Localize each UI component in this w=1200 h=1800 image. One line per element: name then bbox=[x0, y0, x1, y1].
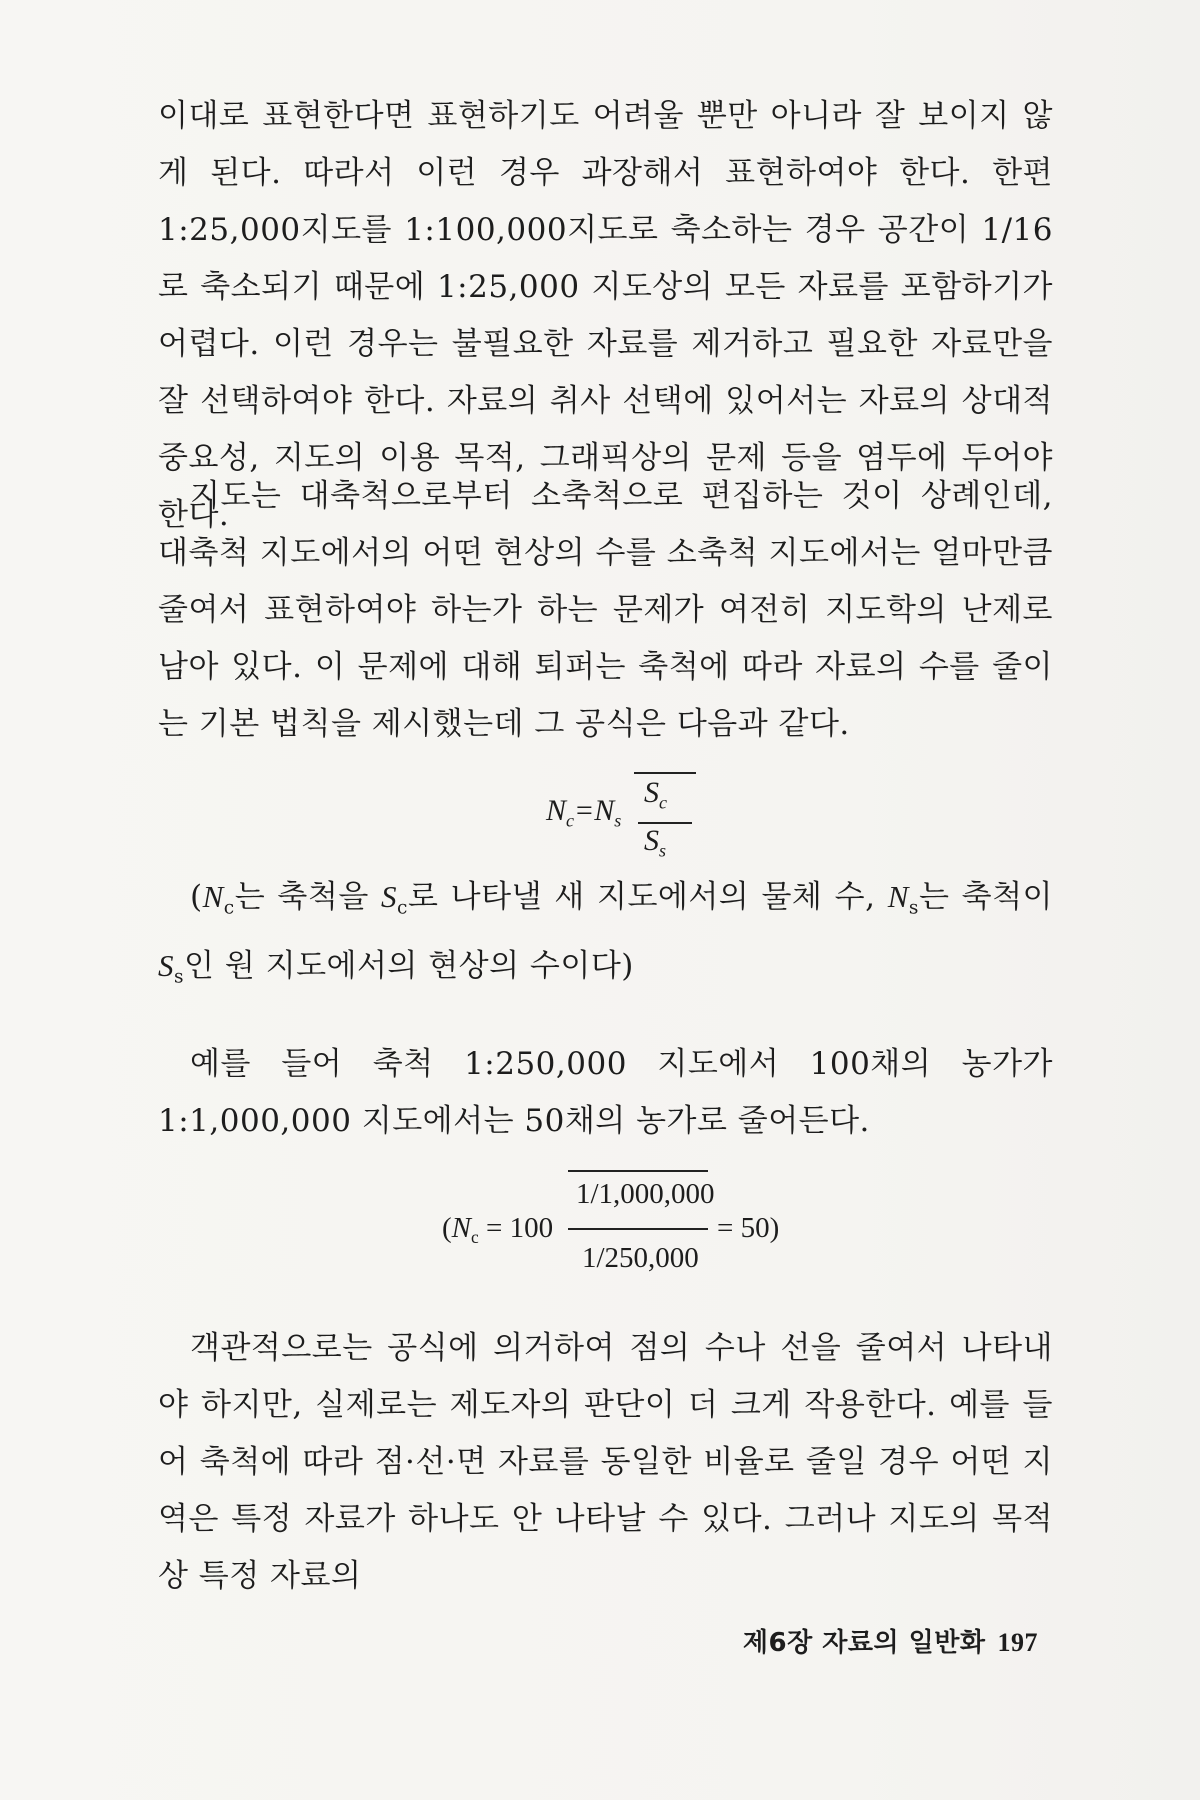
sqrt-bar bbox=[634, 772, 696, 774]
example-formula bbox=[442, 1168, 802, 1288]
formula-lhs: $N_c=N_s$ bbox=[546, 794, 622, 831]
page-footer bbox=[743, 1622, 1038, 1659]
paragraph-3: 예를 들어 축척 1:250,000 지도에서 100채의 농가가 1:1,000,000 지도에서는 50채의 농가로 줄어든다. bbox=[158, 1046, 1053, 1139]
paragraph-1: 이대로 표현한다면 표현하기도 어려울 뿐만 아니라 잘 보이지 않게 된다. 따라서 이런 경우 과장해서 표현하여야 한다. 한편 1:25,000지도를 1:100,000지도로 축소하는 경우 공간이 1/16로 축소되기 때문에 1:25,000 지도상의 모든 자료를 포함하기가 어렵다. 이런 경우는 불필요한 자료를 제거하고 필요한 자료만을 잘 선택하여야 한다. 자료의 취사 선택에 있어서는 자료의 상대적 중요성, 지도의 이용 목적, 그래픽상의 문제 등을 염두에 두어야 한다. bbox=[158, 98, 1053, 533]
reduction-formula bbox=[540, 770, 740, 880]
page-number: 197 bbox=[997, 1628, 1038, 1657]
example-sqrt-bar bbox=[568, 1170, 708, 1172]
example-lhs: ($N_c = 100$ bbox=[442, 1212, 554, 1248]
example-rhs: = 50) bbox=[717, 1212, 780, 1244]
paragraph-2: 지도는 대축척으로부터 소축척으로 편집하는 것이 상례인데, 대축척 지도에서의 어떤 현상의 수를 소축척 지도에서는 얼마만큼 줄여서 표현하여야 하는가 하는 문제가 여전히 지도학의 난제로 남아 있다. 이 문제에 대해 퇴퍼는 축척에 따라 자료의 수를 줄이는 기본 법칙을 제시했는데 그 공식은 다음과 같다. bbox=[158, 478, 1053, 742]
formula-sqrt-fraction bbox=[634, 770, 696, 870]
example-numerator: 1/1,000,000 bbox=[576, 1178, 715, 1210]
example-fraction-line bbox=[568, 1228, 708, 1230]
formula-explanation: ($N_c$는 축척을 $S_c$로 나타낼 새 지도에서의 물체 수, $N_s$는 축척이 $S_s$인 원 지도에서의 현상의 수이다) bbox=[158, 879, 1054, 987]
formula-numerator: $S_c$ bbox=[644, 776, 667, 813]
chapter-title: 제6장 자료의 일반화 bbox=[742, 1628, 986, 1658]
example-denominator: 1/250,000 bbox=[582, 1242, 699, 1274]
formula-denominator: $S_s$ bbox=[644, 824, 667, 861]
paragraph-4: 객관적으로는 공식에 의거하여 점의 수나 선을 줄여서 나타내야 하지만, 실제로는 제도자의 판단이 더 크게 작용한다. 예를 들어 축척에 따라 점·선·면 자료를 동일한 비율로 줄일 경우 어떤 지역은 특정 자료가 하나도 안 나타날 수 있다. 그러나 지도의 목적상 특정 자료의 bbox=[158, 1330, 1053, 1594]
